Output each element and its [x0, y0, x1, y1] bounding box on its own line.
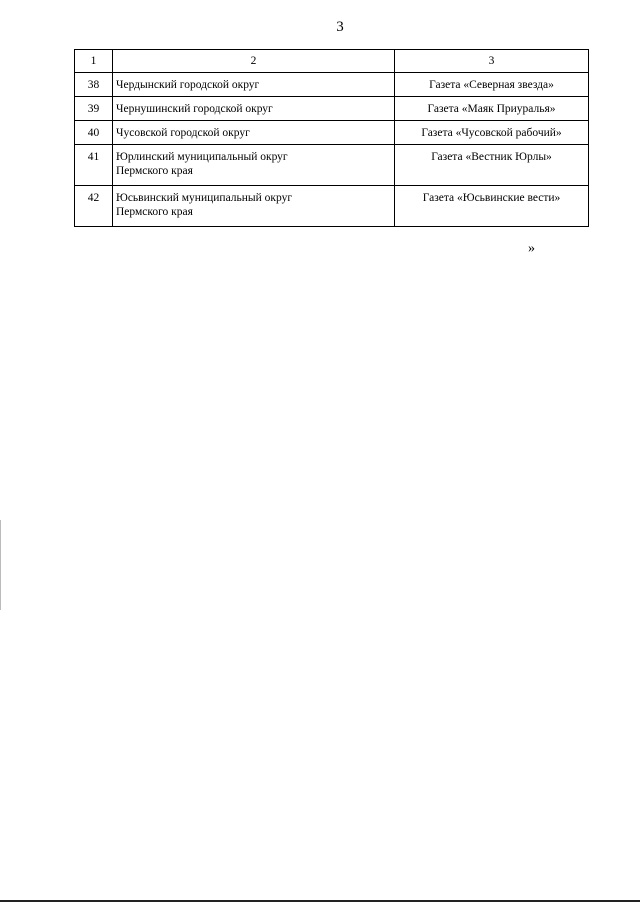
- municipality-name: [113, 145, 395, 186]
- municipality-name-line: Пермского края: [116, 206, 193, 218]
- municipality-name-line: Юсьвинский муниципальный округ: [116, 192, 293, 204]
- table-row: [75, 97, 589, 121]
- scan-bottom-border: [0, 900, 640, 902]
- newspaper-name: Газета «Вестник Юрлы»: [395, 145, 589, 186]
- closing-quote-mark: »: [528, 241, 535, 256]
- row-number: 41: [75, 145, 113, 186]
- newspaper-name: Газета «Чусовской рабочий»: [395, 121, 589, 145]
- municipality-name-line: Чернушинский городской округ: [116, 102, 273, 115]
- scan-edge-mark: [0, 520, 1, 610]
- table-row: [75, 121, 589, 145]
- municipality-name: [113, 97, 395, 121]
- municipality-name: [113, 186, 395, 227]
- municipality-name-line: Юрлинский муниципальный округ: [116, 151, 288, 163]
- header-cell-3: 3: [395, 50, 589, 73]
- table-row: [75, 186, 589, 227]
- page-number: 3: [336, 19, 344, 35]
- row-number: 42: [75, 186, 113, 227]
- row-number: 39: [75, 97, 113, 121]
- newspaper-name: Газета «Маяк Приуралья»: [395, 97, 589, 121]
- row-number: 38: [75, 73, 113, 97]
- table-row: [75, 73, 589, 97]
- newspaper-name: Газета «Юсьвинские вести»: [395, 186, 589, 227]
- newspaper-name: Газета «Северная звезда»: [395, 73, 589, 97]
- municipality-name: [113, 73, 395, 97]
- row-number: 40: [75, 121, 113, 145]
- table-row: [75, 145, 589, 186]
- municipality-name-line: Пермского края: [116, 165, 193, 177]
- municipality-name-line: Чусовской городской округ: [116, 126, 250, 139]
- table-header-row: [75, 50, 589, 73]
- municipalities-table: [74, 49, 589, 227]
- header-cell-1: 1: [75, 50, 113, 73]
- municipality-name-line: Чердынский городской округ: [116, 78, 260, 91]
- header-cell-2: 2: [113, 50, 395, 73]
- municipality-name: [113, 121, 395, 145]
